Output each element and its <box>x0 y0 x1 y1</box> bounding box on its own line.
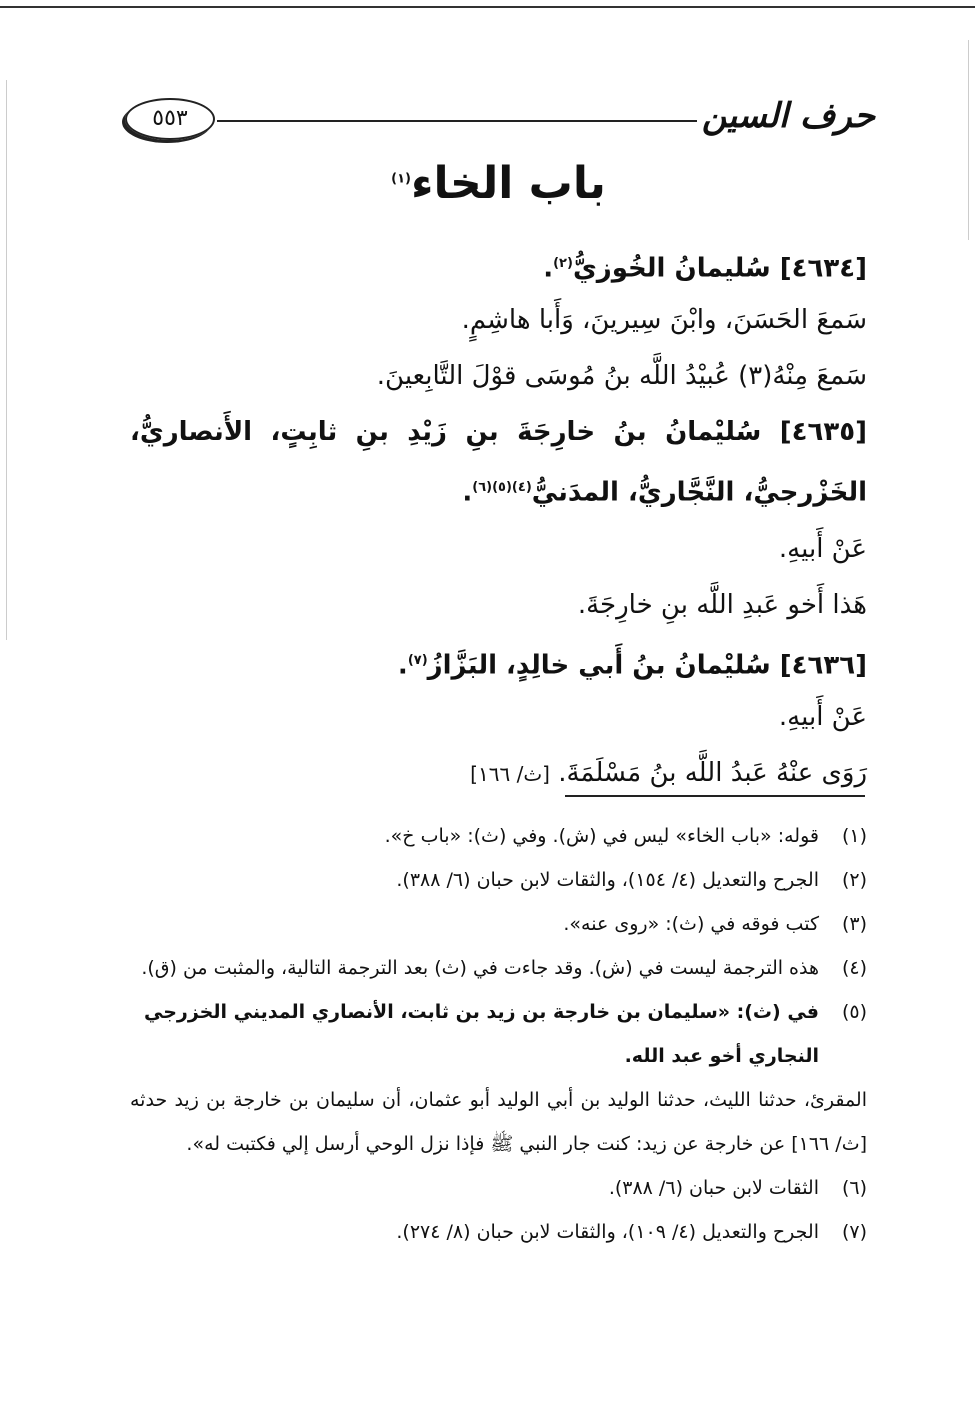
entry-heading <box>130 404 867 521</box>
footnote-text: هذه الترجمة ليست في (ش). وقد جاءت في (ث) بعد الترجمة التالية، والمثبت من (ق). <box>141 957 819 979</box>
footnote-ref: (١) <box>391 171 411 187</box>
scan-edge-mark <box>6 80 7 640</box>
footnote-number: (٣) <box>841 913 867 935</box>
footnote-text: قوله: «باب الخاء» ليس في (ش). وفي (ث): «باب خ». <box>384 825 819 847</box>
chapter-title <box>130 158 867 218</box>
page-number: ٥٥٣ <box>125 98 215 140</box>
footnote-number: (٤) <box>841 957 867 979</box>
entry-heading-text: [٤٦٣٦] سُليْمانُ بنُ أَبي خالِدٍ، البَزَّازُ <box>427 650 867 681</box>
entry-heading-tail: . <box>462 477 473 508</box>
entry-text: سَمعَ مِنْهُ(٣) عُبيْدُ اللَّه بنُ مُوسَى قوْلَ التَّابِعينَ. <box>376 361 867 391</box>
entry-heading-tail: . <box>543 253 554 284</box>
footnote-continuation: المقرئ، حدثنا الليث، حدثنا الوليد بن أبي الوليد أبو عثمان، أن سليمان بن خارجة بن زيد حدثه [ث/ ١٦٦] عن خارجة عن زيد: كنت جار النبي ﷺ فإذا نزل الوحي أرسل إلي فكتبت له». <box>130 1089 867 1155</box>
chapter-title-text: باب الخاء <box>410 158 606 209</box>
footnotes <box>130 814 867 1254</box>
entry-heading <box>130 633 867 689</box>
entry-text-content: رَوَى عنْهُ عَبدُ اللَّه بنُ مَسْلَمَةَ. <box>558 757 867 788</box>
footnote-number: (٥) <box>841 1001 867 1023</box>
header-rule <box>217 120 697 122</box>
footnote-number: (٧) <box>841 1221 867 1243</box>
footnote <box>130 902 867 946</box>
entry-text: سَمعَ الحَسَنَ، وابْنَ سِيرينَ، وَأَبا هاشِمٍ. <box>461 305 867 335</box>
footnote-text: كتب فوقه في (ث): «روى عنه». <box>563 913 819 935</box>
footnote <box>130 990 867 1078</box>
footnote-text: الجرح والتعديل (٤/ ١٠٩)، والثقات لابن حبان (٨/ ٢٧٤). <box>396 1221 819 1243</box>
entry-text <box>130 745 867 801</box>
footnote <box>130 1210 867 1254</box>
header-title: حرف السين <box>701 96 875 136</box>
footnote-ref: (٢) <box>553 256 573 271</box>
manuscript-ref: [ث/ ١٦٦] <box>470 761 550 786</box>
footnote-number: (٢) <box>841 869 867 891</box>
footnote <box>130 1166 867 1210</box>
footnote-number: (٦) <box>841 1177 867 1199</box>
entry-text: عَنْ أَبيهِ. <box>778 701 867 732</box>
footnote-number: (١) <box>841 825 867 847</box>
main-text <box>130 158 867 801</box>
entry-heading <box>130 236 867 292</box>
top-border-line <box>0 6 975 8</box>
entry-text: عَنْ أَبيهِ. <box>778 533 867 564</box>
entry-text: هَذا أَخو عَبدِ اللَّه بنِ خارِجَةَ. <box>577 589 867 620</box>
running-header <box>125 96 875 146</box>
footnote <box>130 858 867 902</box>
footnote-ref: (٧) <box>407 652 428 668</box>
footnote-text: في (ث): «سليمان بن خارجة بن زيد بن ثابت، الأنصاري المديني الخزرجي النجاري أخو عبد الله. <box>144 1001 819 1067</box>
footnote-ref: (٤)(٥)(٦) <box>472 480 532 495</box>
entry-heading-tail: . <box>397 650 408 681</box>
entry-heading-text: [٤٦٣٥] سُليْمانُ بنُ خارِجَةَ بنِ زَيْدِ بنِ ثابِتٍ، الأَنصاريُّ، الخَزْرجيُّ، النَّجَّاريُّ، المدَنيُّ <box>130 417 867 508</box>
footnote <box>130 814 867 858</box>
footnote-separator <box>565 795 865 797</box>
footnote <box>130 946 867 990</box>
footnote-text: الجرح والتعديل (٤/ ١٥٤)، والثقات لابن حبان (٦/ ٣٨٨). <box>396 869 819 891</box>
entry-heading-text: [٤٦٣٤] سُليمانُ الخُوزيُّ <box>572 253 867 284</box>
footnote-text: الثقات لابن حبان (٦/ ٣٨٨). <box>608 1177 819 1199</box>
scan-edge-mark <box>968 40 969 240</box>
